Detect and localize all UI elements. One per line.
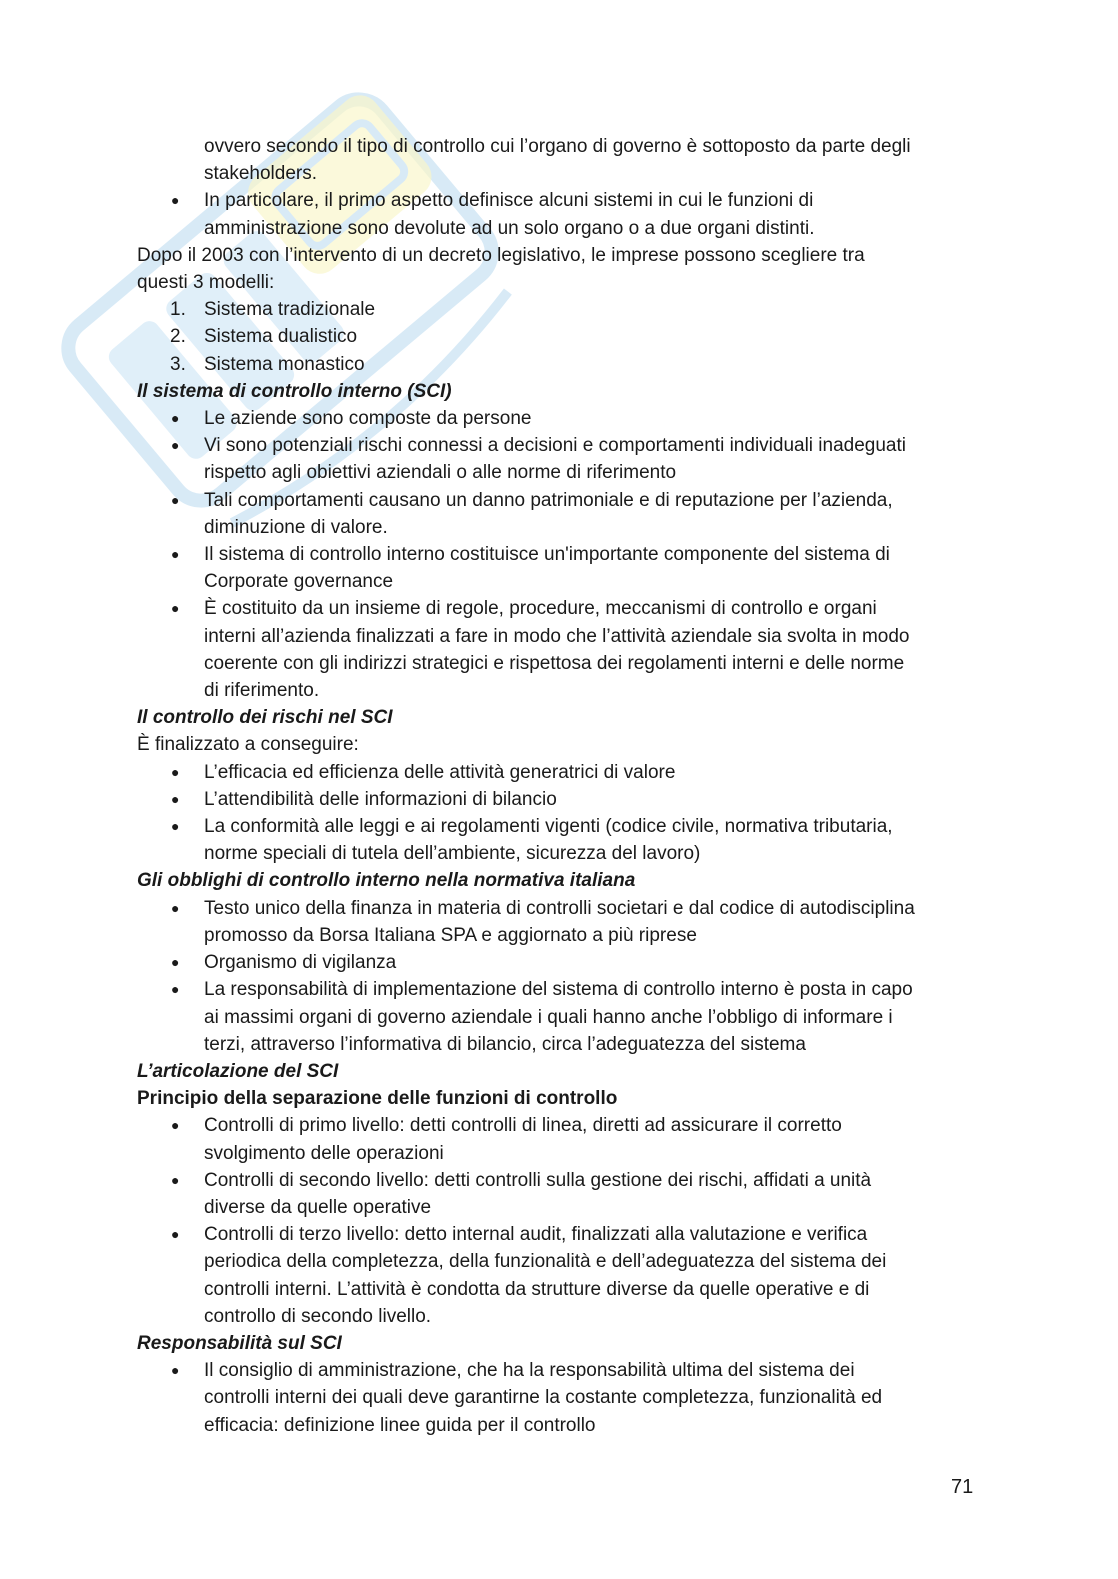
list-item-line: Controlli di terzo livello: detto internal audit, finalizzati alla valutazione e verifica [204,1224,868,1246]
paragraph-line: È finalizzato a conseguire: [137,734,359,756]
list-item [137,541,997,595]
list-item [137,813,997,867]
list-item-line: L’attendibilità delle informazioni di bilancio [204,788,557,810]
list-item-line: controlli interni. L’attività è condotta da strutture diverse da quelle operative e di [204,1278,870,1300]
bullet-icon: ● [171,192,180,209]
list-item-line: In particolare, il primo aspetto definisce alcuni sistemi in cui le funzioni di [204,190,814,212]
list-item-line: norme speciali di tutela dell’ambiente, sicurezza del lavoro) [204,843,701,865]
bullet-icon: ● [171,763,180,780]
list-item-line: terzi, attraverso l’informativa di bilancio, circa l’adeguatezza del sistema [204,1033,806,1055]
numbered-item [137,323,997,350]
list-item [137,432,997,486]
list-number: 2. [170,326,186,348]
list-item-line: L’efficacia ed efficienza delle attività generatrici di valore [204,761,676,783]
list-item-line: controllo di secondo livello. [204,1305,432,1327]
list-item [137,487,997,541]
list-item-line: Vi sono potenziali rischi connessi a decisioni e comportamenti individuali inadeguati [204,435,906,457]
bullet-icon: ● [171,546,180,563]
list-item-line: coerente con gli indirizzi strategici e rispettosa dei regolamenti interni e delle norme [204,652,905,674]
list-item [137,1167,997,1221]
list-item-line: Testo unico della finanza in materia di controlli societari e dal codice di autodisciplina [204,897,915,919]
list-item-line: Il sistema di controllo interno costituisce un'importante componente del sistema di [204,544,890,566]
section-heading: Il controllo dei rischi nel SCI [137,707,393,729]
paragraph-line: Dopo il 2003 con l’intervento di un decreto legislativo, le imprese possono scegliere tra [137,244,865,266]
numbered-item [137,351,997,378]
list-item-line: rispetto agli obiettivi aziendali o alle norme di riferimento [204,462,677,484]
list-item [137,1112,997,1166]
list-item [137,949,997,976]
list-item [137,187,997,241]
bullet-icon: ● [171,410,180,427]
document-page [137,133,997,1439]
list-item [137,1357,997,1439]
list-item-line: Le aziende sono composte da persone [204,408,532,430]
section-heading: Gli obblighi di controllo interno nella normativa italiana [137,870,636,892]
numbered-item [137,296,997,323]
list-item-line: efficacia: definizione linee guida per il controllo [204,1414,596,1436]
list-item-line: svolgimento delle operazioni [204,1142,444,1164]
numbered-item-label: Sistema dualistico [204,326,358,348]
list-item-line: interni all’azienda finalizzati a fare in modo che l’attività aziendale sia svolta in modo [204,625,910,647]
bullet-icon: ● [171,1171,180,1188]
list-item-line: promosso da Borsa Italiana SPA e aggiornato a più riprese [204,924,697,946]
paragraph-line: questi 3 modelli: [137,272,275,294]
list-item-line: La responsabilità di implementazione del sistema di controllo interno è posta in capo [204,979,913,1001]
page-number: 71 [951,1476,974,1498]
list-item [137,595,997,704]
list-item-line: Il consiglio di amministrazione, che ha la responsabilità ultima del sistema dei [204,1360,855,1382]
numbered-item-label: Sistema tradizionale [204,299,376,321]
section-heading: L’articolazione del SCI [137,1060,339,1082]
list-item-line: Controlli di primo livello: detti controlli di linea, diretti ad assicurare il corretto [204,1115,842,1137]
list-item [137,786,997,813]
list-item [137,976,997,1058]
bullet-icon: ● [171,1117,180,1134]
list-item-line: Organismo di vigilanza [204,952,397,974]
list-item [137,895,997,949]
list-item-line: Tali comportamenti causano un danno patrimoniale e di reputazione per l’azienda, [204,489,893,511]
list-item-line: controlli interni dei quali deve garantirne la costante completezza, funzionalità ed [204,1387,883,1409]
numbered-item-label: Sistema monastico [204,353,365,375]
bullet-icon: ● [171,437,180,454]
bullet-icon: ● [171,954,180,971]
list-item-line: La conformità alle leggi e ai regolamenti vigenti (codice civile, normativa tributaria, [204,816,893,838]
bullet-icon: ● [171,981,180,998]
list-item-line: diminuzione di valore. [204,516,388,538]
continuation-line: ovvero secondo il tipo di controllo cui l’organo di governo è sottoposto da parte degli [204,136,911,157]
continuation-line: stakeholders. [204,163,318,185]
bullet-icon: ● [171,600,180,617]
bullet-icon: ● [171,899,180,916]
list-number: 1. [170,299,186,321]
section-subheading: Principio della separazione delle funzioni di controllo [137,1088,618,1110]
bullet-icon: ● [171,491,180,508]
list-item-line: Controlli di secondo livello: detti controlli sulla gestione dei rischi, affidati a unità [204,1169,872,1191]
list-item-line: periodica della completezza, della funzionalità e dell’adeguatezza del sistema dei [204,1251,887,1273]
list-item-line: amministrazione sono devolute ad un solo organo o a due organi distinti. [204,217,815,239]
list-item [137,759,997,786]
list-item-line: diverse da quelle operative [204,1196,432,1218]
list-item-line: ai massimi organi di governo aziendale i quali hanno anche l’obbligo di informare i [204,1006,893,1028]
section-heading: Il sistema di controllo interno (SCI) [137,380,452,402]
bullet-icon: ● [171,1362,180,1379]
list-number: 3. [170,353,186,375]
bullet-icon: ● [171,790,180,807]
list-item-line: di riferimento. [204,680,320,702]
bullet-icon: ● [171,818,180,835]
list-item [137,1221,997,1330]
list-item [137,405,997,432]
section-heading: Responsabilità sul SCI [137,1332,342,1354]
bullet-icon: ● [171,1226,180,1243]
list-item-line: Corporate governance [204,571,394,593]
list-item-line: È costituito da un insieme di regole, procedure, meccanismi di controllo e organi [204,598,877,620]
